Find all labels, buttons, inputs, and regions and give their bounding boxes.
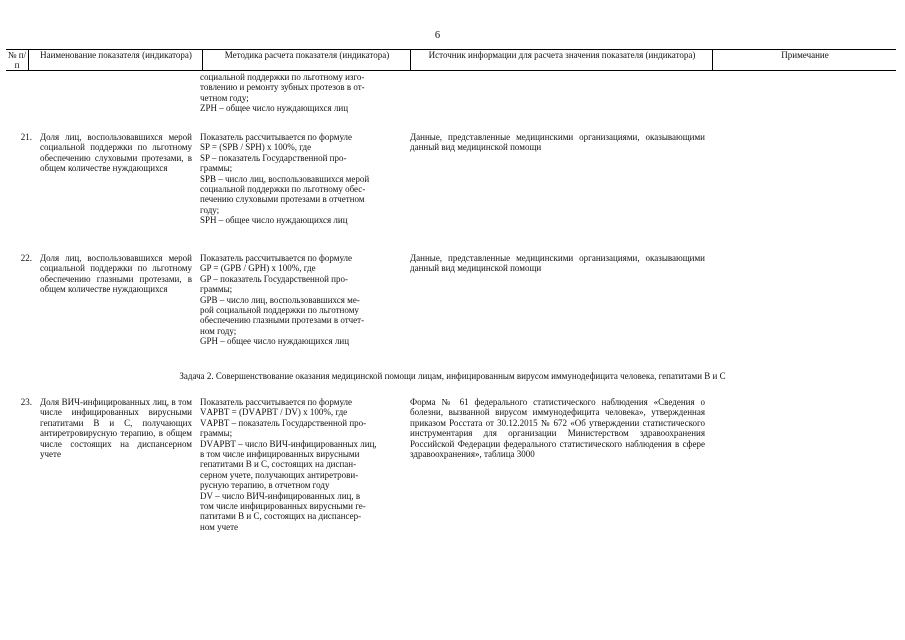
text-line: граммы; <box>200 428 233 439</box>
text-line: GPВ – число лиц, воспользовавшихся ме- <box>200 294 360 305</box>
text-line: ZPН – общее число нуждающихся лиц <box>200 103 349 114</box>
text-line: граммы; <box>200 163 233 174</box>
text-line: русную терапию, в отчетном году <box>200 480 330 491</box>
header-source: Источник информации для расчета значения показателя (индикатора) <box>410 50 713 70</box>
text-line: ном году; <box>200 325 237 336</box>
page-number: 6 <box>434 30 441 41</box>
text-line: SP = (SPВ / SPН) х 100%, где <box>200 142 312 153</box>
text-line: социальной поддержки по льготному обес- <box>200 184 366 195</box>
continuation-method <box>200 72 402 114</box>
text-line: Показатель рассчитывается по формуле <box>200 253 353 263</box>
header-name: Наименование показателя (индикатора) <box>28 50 203 70</box>
row-23-name: Доля ВИЧ-инфицированных лиц, в том числе инфицированных вирусными гепатитами В и С, получающих антиретровирусную терапию, в общем числе состоящих на диспансерном учете <box>40 397 192 460</box>
text-line: социальной поддержки по льготному изго- <box>200 72 365 82</box>
task-2-heading: Задача 2. Совершенствование оказания медицинской помощи лицам, инфицированным вирусом иммунодефицита человека, гепатитами В и С <box>179 371 726 381</box>
text-line: DV – число ВИЧ-инфицированных лиц, в <box>200 490 361 501</box>
text-line: патитами В и С, состоящих на диспансер- <box>200 511 362 522</box>
text-line: печению слуховыми протезами в отчетном <box>200 194 365 205</box>
table-header <box>6 49 896 71</box>
row-21-source: Данные, представленные медицинскими организациями, оказывающими данный вид медицинской помощи <box>410 132 705 153</box>
header-note: Примечание <box>712 50 897 70</box>
row-21-num: 21. <box>20 132 32 142</box>
text-line: Показатель рассчитывается по формуле <box>200 132 353 142</box>
row-22-num: 22. <box>20 253 32 263</box>
text-line: Показатель рассчитывается по формуле <box>200 397 353 407</box>
text-line: SPВ – число лиц, воспользовавшихся мерой <box>200 173 370 184</box>
text-line: серном учете, получающих антиретрови- <box>200 469 359 480</box>
text-line: обеспечению глазными протезами в отчет- <box>200 315 365 326</box>
text-line: GPН – общее число нуждающихся лиц <box>200 336 350 347</box>
text-line: SPН – общее число нуждающихся лиц <box>200 215 348 226</box>
text-line: гепатитами В и С, состоящих на диспан- <box>200 459 357 470</box>
text-line: граммы; <box>200 284 233 295</box>
row-21-method <box>200 132 402 226</box>
text-line: ном учете <box>200 521 239 532</box>
row-23-num: 23. <box>20 397 32 407</box>
text-line: том числе инфицированных вирусными ге- <box>200 501 366 512</box>
text-line: в том числе инфицированных вирусными <box>200 449 360 460</box>
header-method: Методика расчета показателя (индикатора) <box>202 50 411 70</box>
header-num: № п/п <box>7 50 27 70</box>
text-line: рой социальной поддержки по льготному <box>200 305 359 316</box>
text-line: VАРВТ = (DVАРВТ / DV) х 100%, где <box>200 407 348 418</box>
text-line: году; <box>200 204 220 215</box>
row-22-name: Доля лиц, воспользовавшихся мерой социальной поддержки по льготному обеспечению глазными протезами, в общем количестве нуждающихся <box>40 253 192 295</box>
row-22-source: Данные, представленные медицинскими организациями, оказывающими данный вид медицинской помощи <box>410 253 705 274</box>
text-line: товлению и ремонту зубных протезов в от- <box>200 82 365 93</box>
text-line: GP = (GPВ / GPН) х 100%, где <box>200 263 316 274</box>
row-23-method <box>200 397 402 532</box>
row-22-method <box>200 253 402 347</box>
text-line: DVАРВТ – число ВИЧ-инфицированных лиц, <box>200 438 377 449</box>
text-line: SP – показатель Государственной про- <box>200 152 347 163</box>
text-line: VАРВТ – показатель Государственной про- <box>200 417 367 428</box>
row-23-source: Форма № 61 федерального статистического наблюдения «Сведения о болезни, вызванной вирусом иммунодефицита человека», утвержденная приказом Росстата от 30.12.2015 № 672 «Об утверждении статистического инструментария для организации Министерством здравоохранения Российской Федерации федерального статистического наблюдения в сфере здравоохранения», таблица 3000 <box>410 397 705 460</box>
text-line: четном году; <box>200 92 249 103</box>
text-line: GP – показатель Государственной про- <box>200 273 348 284</box>
row-21-name: Доля лиц, воспользовавшихся мерой социальной поддержки по льготному обеспечению слуховыми протезами, в общем количестве нуждающихся <box>40 132 192 174</box>
